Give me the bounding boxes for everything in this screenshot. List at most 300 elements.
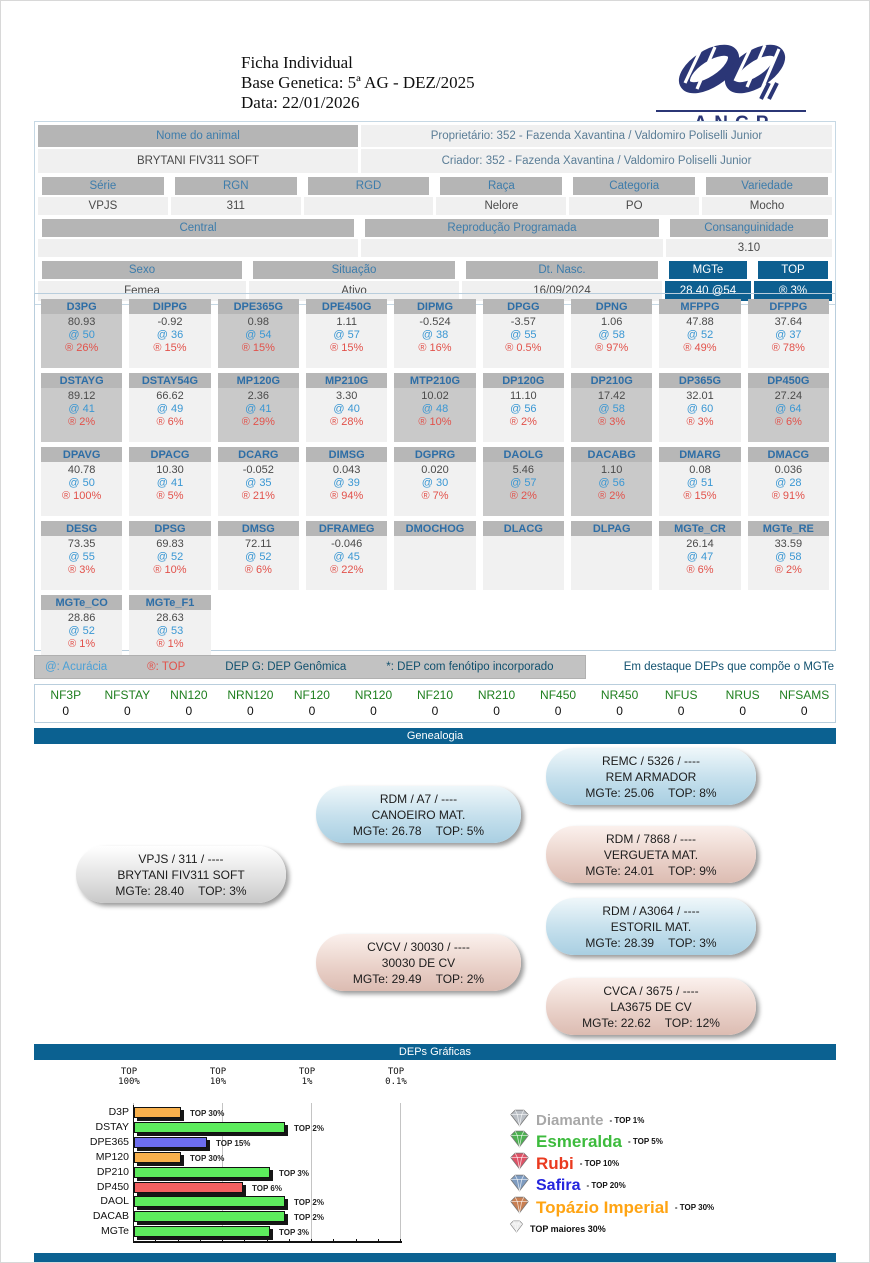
dep-value: 89.12 bbox=[67, 390, 96, 402]
dep-cell-MGTe_CR bbox=[659, 521, 740, 590]
count-NF210 bbox=[404, 688, 466, 718]
gem-icon bbox=[509, 1196, 530, 1219]
dep-cell-label: DLPAG bbox=[571, 521, 652, 536]
dep-value: 32.01 bbox=[686, 390, 714, 402]
chart-x-axis-tick bbox=[244, 1239, 245, 1243]
dep-accuracy: @ 57 bbox=[333, 329, 360, 341]
dep-cell-label: DMARG bbox=[659, 447, 740, 462]
dep-cell-DGPRG bbox=[394, 447, 475, 516]
dep-top: ® 3% bbox=[68, 564, 96, 576]
dep-cell-DESG bbox=[41, 521, 122, 590]
dep-cell-label: DMSG bbox=[218, 521, 299, 536]
dep-value: 17.42 bbox=[597, 390, 626, 402]
dep-cell-label: MP120G bbox=[218, 373, 299, 388]
reproducao-value bbox=[361, 239, 663, 257]
dep-cell-body bbox=[571, 388, 652, 442]
dep-accuracy: @ 48 bbox=[421, 403, 449, 415]
chart-bar-DP450 bbox=[134, 1182, 243, 1193]
dep-value: 27.24 bbox=[774, 390, 803, 402]
dtnasc-value: 16/09/2024 bbox=[462, 281, 662, 301]
dep-cell-MGTe_CO bbox=[41, 595, 122, 664]
dep-top: ® 22% bbox=[330, 564, 364, 576]
dep-box bbox=[34, 293, 836, 651]
reproducao-header: Reprodução Programada bbox=[365, 219, 659, 237]
counts-grid bbox=[35, 688, 835, 718]
pedigree-node-dam bbox=[316, 934, 521, 991]
pedigree-code: CVCA / 3675 / ---- bbox=[603, 983, 699, 998]
dep-cell-MTP210G bbox=[394, 373, 475, 442]
pedigree-top: TOP: 3% bbox=[198, 883, 247, 898]
chart-bar-value-DPE365: TOP 15% bbox=[216, 1138, 251, 1148]
dep-cell-MGTe_RE bbox=[748, 521, 829, 590]
dep-value: 73.35 bbox=[67, 538, 96, 550]
chart-bar-value-DAOL: TOP 2% bbox=[294, 1198, 324, 1208]
dep-accuracy: @ 52 bbox=[68, 625, 95, 637]
dep-top: ® 3% bbox=[598, 416, 626, 428]
count-value: 0 bbox=[554, 704, 562, 718]
dep-cell-DPE450G bbox=[306, 299, 387, 368]
gem-name: Diamante bbox=[536, 1112, 604, 1129]
pedigree-name: 30030 DE CV bbox=[381, 955, 456, 970]
axis-tick-prefix: TOP bbox=[298, 1067, 316, 1077]
count-value: 0 bbox=[677, 704, 685, 718]
chart-bar-value-D3P: TOP 30% bbox=[190, 1109, 225, 1118]
count-label: NR120 bbox=[354, 688, 393, 702]
dep-value: -0.524 bbox=[419, 316, 451, 328]
dep-cell-DFPPG bbox=[748, 299, 829, 368]
dep-legend-item-2: DEP G: DEP Genômica bbox=[225, 661, 347, 673]
dep-top: ® 6% bbox=[686, 564, 714, 576]
dep-value: 0.08 bbox=[689, 464, 711, 476]
dep-cell-label: DP210G bbox=[571, 373, 652, 388]
dep-cell-MFPPG bbox=[659, 299, 740, 368]
dep-cell-DP365G bbox=[659, 373, 740, 442]
doc-header bbox=[1, 45, 869, 117]
dep-cell-label: DFRAMEG bbox=[306, 521, 387, 536]
pedigree-node-pgs bbox=[546, 748, 756, 805]
dep-cell-DPNG bbox=[571, 299, 652, 368]
dep-cell-label: MGTe_F1 bbox=[129, 595, 210, 610]
count-NR210 bbox=[466, 688, 528, 718]
chart-bar-label-DSTAY: DSTAY bbox=[95, 1120, 129, 1133]
dep-cell-body bbox=[748, 314, 829, 368]
pedigree-code: RDM / A3064 / ---- bbox=[602, 903, 700, 918]
pedigree-stats bbox=[316, 971, 521, 987]
dep-accuracy: @ 58 bbox=[598, 403, 625, 415]
dep-cell-label: DACABG bbox=[571, 447, 652, 462]
dep-top: ® 16% bbox=[418, 342, 452, 354]
axis-tick-prefix: TOP bbox=[387, 1067, 405, 1077]
dep-value: -3.57 bbox=[510, 316, 536, 328]
chart-bar-DAOL bbox=[134, 1196, 285, 1207]
mgte-header: MGTe bbox=[669, 261, 747, 279]
situacao-value: Ativo bbox=[249, 281, 459, 301]
dep-legend bbox=[34, 655, 836, 679]
dep-cell-DIPPG bbox=[129, 299, 210, 368]
legend-gem-top-maiores-30- bbox=[509, 1220, 606, 1238]
dep-cell-DPACG bbox=[129, 447, 210, 516]
chart-bar-DP210 bbox=[134, 1167, 270, 1178]
dep-accuracy: @ 54 bbox=[245, 329, 272, 341]
dep-accuracy: @ 30 bbox=[421, 477, 449, 489]
counts-table bbox=[34, 684, 836, 723]
dep-top: ® 6% bbox=[244, 564, 272, 576]
dep-cell-body bbox=[129, 314, 210, 368]
dep-top: ® 0.5% bbox=[505, 342, 542, 354]
dep-value: 0.036 bbox=[774, 464, 803, 476]
pedigree-node-animal bbox=[76, 846, 286, 903]
gem-name: TOP maiores 30% bbox=[530, 1224, 606, 1234]
dep-value: -0.052 bbox=[242, 464, 274, 476]
gem-top-label: - TOP 1% bbox=[609, 1116, 645, 1125]
dep-value: 28.86 bbox=[67, 612, 96, 624]
pedigree-stats bbox=[546, 935, 756, 951]
dep-cell-label: DIPMG bbox=[394, 299, 475, 314]
dep-cell-DMOCHOG bbox=[394, 521, 475, 590]
gem-name: Topázio Imperial bbox=[536, 1197, 669, 1217]
chart-bar-label-DPE365: DPE365 bbox=[89, 1135, 129, 1148]
axis-tick-value: 100% bbox=[118, 1077, 140, 1087]
dep-accuracy: @ 55 bbox=[510, 329, 537, 341]
dep-cell-body bbox=[218, 388, 299, 442]
chart-x-axis-tick bbox=[155, 1239, 156, 1243]
legend-gem-safira bbox=[509, 1174, 626, 1197]
count-NR120 bbox=[343, 688, 405, 718]
pedigree-top: TOP: 2% bbox=[435, 971, 485, 986]
central-header: Central bbox=[42, 219, 354, 237]
dep-accuracy: @ 35 bbox=[245, 477, 272, 489]
serie-header: Série bbox=[42, 177, 164, 195]
dep-cell-body bbox=[659, 388, 740, 442]
pedigree-top: TOP: 9% bbox=[668, 863, 717, 878]
count-label: NF450 bbox=[540, 688, 577, 702]
gem-top-label: - TOP 30% bbox=[674, 1203, 715, 1212]
dep-cell-DMARG bbox=[659, 447, 740, 516]
legend-gem-top-zio-imperial bbox=[509, 1196, 714, 1219]
chart-bar-MGTe bbox=[134, 1226, 270, 1237]
dep-cell-DPGG bbox=[483, 299, 564, 368]
dep-cell-DPSG bbox=[129, 521, 210, 590]
rgn-value: 311 bbox=[171, 197, 301, 215]
dep-cell-label: MP210G bbox=[306, 373, 387, 388]
pedigree-stats bbox=[546, 785, 756, 801]
pedigree-code: RDM / A7 / ---- bbox=[379, 791, 458, 806]
chart-bar-DSTAY bbox=[134, 1122, 285, 1133]
pedigree-mgte: MGTe: 25.06 bbox=[585, 785, 655, 800]
pedigree-name: CANOEIRO MAT. bbox=[371, 807, 466, 822]
dep-cell-label: DPE365G bbox=[218, 299, 299, 314]
dep-cell-body bbox=[394, 462, 475, 516]
dep-cell-label: DPACG bbox=[129, 447, 210, 462]
dep-cell-DCARG bbox=[218, 447, 299, 516]
dep-cell-body bbox=[41, 462, 122, 516]
pedigree-name: VERGUETA MAT. bbox=[603, 847, 699, 862]
count-NF450 bbox=[527, 688, 589, 718]
dep-value: 40.78 bbox=[67, 464, 96, 476]
dep-cell-body bbox=[571, 462, 652, 516]
dep-cell-body bbox=[394, 536, 475, 590]
count-value: 0 bbox=[616, 704, 623, 718]
dep-cell-label: DAOLG bbox=[483, 447, 564, 462]
legend-gem-esmeralda bbox=[509, 1130, 663, 1153]
chart-bar-label-DAOL: DAOL bbox=[100, 1195, 129, 1208]
pedigree-name: BRYTANI FIV311 SOFT bbox=[117, 867, 245, 882]
pedigree-node-mgd bbox=[546, 978, 756, 1035]
chart-bar-MP120 bbox=[134, 1152, 181, 1163]
pedigree-stats bbox=[546, 1015, 756, 1031]
dep-value: 80.93 bbox=[67, 316, 96, 328]
pedigree-name: ESTORIL MAT. bbox=[610, 919, 692, 934]
count-NF120 bbox=[281, 688, 343, 718]
dep-cell-body bbox=[483, 536, 564, 590]
axis-tick-label-100% bbox=[99, 1067, 159, 1087]
dep-value: -0.046 bbox=[331, 538, 363, 550]
count-label: NR450 bbox=[600, 688, 639, 702]
top-header: TOP bbox=[758, 261, 828, 279]
count-NR450 bbox=[589, 688, 651, 718]
dtnasc-header: Dt. Nasc. bbox=[466, 261, 658, 279]
sexo-value: Femea bbox=[38, 281, 246, 301]
gem-icon bbox=[509, 1220, 524, 1238]
gem-name: Safira bbox=[536, 1176, 581, 1194]
doc-title: Ficha Individual bbox=[241, 53, 353, 72]
categoria-header: Categoria bbox=[573, 177, 695, 195]
dep-cell-body bbox=[483, 462, 564, 516]
dep-accuracy: @ 52 bbox=[156, 551, 184, 563]
dep-accuracy: @ 58 bbox=[598, 329, 625, 341]
pedigree-top: TOP: 5% bbox=[435, 823, 485, 838]
dep-accuracy: @ 47 bbox=[686, 551, 714, 563]
dep-accuracy: @ 41 bbox=[68, 403, 95, 415]
dep-top: ® 2% bbox=[774, 564, 802, 576]
pedigree-mgte: MGTe: 29.49 bbox=[352, 971, 422, 986]
rgd-value bbox=[304, 197, 434, 215]
doc-title-block bbox=[241, 53, 475, 113]
dep-cell-label: DMACG bbox=[748, 447, 829, 462]
dep-cell-DMACG bbox=[748, 447, 829, 516]
dep-cell-DPE365G bbox=[218, 299, 299, 368]
dep-cell-label: DMOCHOG bbox=[394, 521, 475, 536]
count-NF3P bbox=[35, 688, 97, 718]
axis-tick-value: 10% bbox=[209, 1077, 227, 1087]
dep-top: ® 2% bbox=[68, 416, 96, 428]
dep-top: ® 1% bbox=[68, 638, 96, 650]
pedigree-node-pgd bbox=[546, 826, 756, 883]
dep-cell-DPAVG bbox=[41, 447, 122, 516]
dep-cell-DFRAMEG bbox=[306, 521, 387, 590]
dep-cell-label: DSTAYG bbox=[41, 373, 122, 388]
criador-value: Criador: 352 - Fazenda Xavantina / Valdomiro Poliselli Junior bbox=[361, 149, 832, 173]
dep-value: 2.36 bbox=[247, 390, 270, 402]
dep-accuracy: @ 52 bbox=[245, 551, 272, 563]
dep-cell-MGTe_F1 bbox=[129, 595, 210, 664]
ancp-logo-icon bbox=[657, 41, 805, 103]
chart-bar-value-MP120: TOP 30% bbox=[190, 1153, 225, 1163]
dep-accuracy: @ 51 bbox=[686, 477, 714, 489]
dep-cell-body bbox=[129, 536, 210, 590]
dep-cell-MP210G bbox=[306, 373, 387, 442]
dep-cell-body bbox=[571, 536, 652, 590]
dep-value: 1.10 bbox=[600, 464, 623, 476]
chart-bar-label-DP450: DP450 bbox=[96, 1180, 129, 1193]
dep-cell-label: MGTe_CR bbox=[659, 521, 740, 536]
dep-top: ® 2% bbox=[509, 490, 537, 502]
dep-accuracy: @ 41 bbox=[245, 403, 272, 415]
dep-accuracy: @ 37 bbox=[775, 329, 802, 341]
dep-top: ® 10% bbox=[153, 564, 187, 576]
chart-bar-value-DSTAY: TOP 2% bbox=[294, 1123, 324, 1133]
count-value: 0 bbox=[800, 704, 808, 718]
dep-cell-body bbox=[306, 314, 387, 368]
dep-cell-body bbox=[659, 462, 740, 516]
dep-top: ® 2% bbox=[509, 416, 537, 428]
chart-x-axis-tick bbox=[333, 1239, 334, 1243]
dep-cell-body bbox=[306, 536, 387, 590]
pedigree-top: TOP: 8% bbox=[668, 785, 717, 800]
dep-top: ® 94% bbox=[330, 490, 364, 502]
raca-value: Nelore bbox=[436, 197, 566, 215]
dep-cell-label: DFPPG bbox=[748, 299, 829, 314]
dep-top: ® 91% bbox=[771, 490, 805, 502]
count-value: 0 bbox=[185, 704, 193, 718]
dep-legend-note: Em destaque DEPs que compõe o MGTe bbox=[623, 661, 834, 673]
dep-cell-label: MGTe_CO bbox=[41, 595, 122, 610]
dep-top: ® 29% bbox=[241, 416, 275, 428]
count-NFUS bbox=[650, 688, 712, 718]
chart-x-axis-tick bbox=[311, 1239, 312, 1243]
chart-bar-DACAB bbox=[134, 1211, 285, 1222]
dep-cell-label: DP365G bbox=[659, 373, 740, 388]
dep-cell-label: DPAVG bbox=[41, 447, 122, 462]
dep-cell-DP120G bbox=[483, 373, 564, 442]
dep-cell-body bbox=[41, 314, 122, 368]
dep-top: ® 1% bbox=[156, 638, 184, 650]
count-label: NF120 bbox=[293, 688, 330, 702]
dep-top: ® 7% bbox=[421, 490, 449, 502]
dep-top: ® 49% bbox=[683, 342, 717, 354]
nome-do-animal-header: Nome do animal bbox=[38, 125, 358, 147]
pedigree-mgte: MGTe: 24.01 bbox=[585, 863, 655, 878]
pedigree-code: RDM / 7868 / ---- bbox=[605, 831, 696, 846]
pedigree-name: REM ARMADOR bbox=[605, 769, 697, 784]
section-bar-genealogia: Genealogia bbox=[34, 728, 836, 744]
axis-tick-prefix: TOP bbox=[120, 1067, 138, 1077]
chart-x-axis-tick bbox=[178, 1239, 179, 1243]
dep-accuracy: @ 39 bbox=[333, 477, 360, 489]
dep-cell-MP120G bbox=[218, 373, 299, 442]
dep-value: 10.30 bbox=[156, 464, 184, 476]
dep-cell-DIMSG bbox=[306, 447, 387, 516]
dep-cell-body bbox=[659, 314, 740, 368]
dep-top: ® 28% bbox=[330, 416, 364, 428]
dep-value: 72.11 bbox=[244, 538, 272, 550]
doc-base-genetica: Base Genetica: 5ª AG - DEZ/2025 bbox=[241, 73, 475, 92]
chart-bar-DPE365 bbox=[134, 1137, 207, 1148]
axis-tick-label-0.1% bbox=[366, 1067, 426, 1087]
dep-cell-body bbox=[748, 536, 829, 590]
chart-x-axis-tick bbox=[378, 1239, 379, 1243]
dep-value: 47.88 bbox=[686, 316, 714, 328]
dep-cell-label: DPSG bbox=[129, 521, 210, 536]
dep-value: 37.64 bbox=[774, 316, 803, 328]
dep-cell-DP450G bbox=[748, 373, 829, 442]
nome-do-animal-value: BRYTANI FIV311 SOFT bbox=[38, 149, 358, 173]
dep-legend-band bbox=[34, 655, 586, 679]
dep-cell-body bbox=[218, 536, 299, 590]
dep-value: 26.14 bbox=[686, 538, 714, 550]
dep-cell-DAOLG bbox=[483, 447, 564, 516]
axis-tick-value: 0.1% bbox=[385, 1077, 407, 1087]
chart-bar-value-DP450: TOP 6% bbox=[252, 1183, 282, 1193]
dep-accuracy: @ 52 bbox=[686, 329, 714, 341]
variedade-value: Mocho bbox=[702, 197, 832, 215]
central-value bbox=[38, 239, 358, 257]
count-label: NN120 bbox=[170, 688, 208, 702]
chart-gridline bbox=[400, 1103, 401, 1243]
dep-cell-body bbox=[41, 388, 122, 442]
gem-icon bbox=[509, 1152, 530, 1175]
chart-bar-value-DACAB: TOP 2% bbox=[294, 1213, 324, 1223]
dep-cell-body bbox=[218, 314, 299, 368]
dep-accuracy: @ 55 bbox=[68, 551, 95, 563]
count-value: 0 bbox=[62, 704, 70, 718]
dep-value: 3.30 bbox=[335, 390, 358, 402]
raca-header: Raça bbox=[440, 177, 562, 195]
count-label: NFSTAY bbox=[104, 688, 151, 702]
gem-top-label: - TOP 20% bbox=[586, 1181, 626, 1190]
dep-cell-body bbox=[394, 314, 475, 368]
count-NRUS bbox=[712, 688, 774, 718]
dep-value: 69.83 bbox=[156, 538, 184, 550]
chart-x-axis-tick bbox=[356, 1239, 357, 1243]
pedigree-stats bbox=[316, 823, 521, 839]
dep-cell-body bbox=[306, 388, 387, 442]
dep-top: ® 15% bbox=[683, 490, 717, 502]
dep-value: 66.62 bbox=[156, 390, 184, 402]
dep-top: ® 10% bbox=[418, 416, 452, 428]
dep-value: 0.043 bbox=[332, 464, 361, 476]
dep-top: ® 6% bbox=[156, 416, 184, 428]
pedigree-top: TOP: 12% bbox=[664, 1015, 720, 1030]
dep-accuracy: @ 36 bbox=[156, 329, 184, 341]
pedigree-code: CVCV / 30030 / ---- bbox=[367, 939, 470, 954]
chart-x-axis-tick bbox=[133, 1239, 134, 1243]
dep-cell-body bbox=[659, 536, 740, 590]
count-NFSAMS bbox=[773, 688, 835, 718]
chart-x-axis-tick bbox=[400, 1239, 401, 1243]
dep-accuracy: @ 40 bbox=[333, 403, 360, 415]
count-value: 0 bbox=[123, 704, 131, 718]
dep-cell-label: DLACG bbox=[483, 521, 564, 536]
dep-accuracy: @ 64 bbox=[775, 403, 802, 415]
count-label: NRUS bbox=[725, 688, 760, 702]
dep-accuracy: @ 49 bbox=[156, 403, 184, 415]
dep-cell-label: DPGG bbox=[483, 299, 564, 314]
dep-top: ® 15% bbox=[153, 342, 187, 354]
count-label: NR210 bbox=[477, 688, 516, 702]
dep-cell-body bbox=[748, 388, 829, 442]
chart-x-axis-tick bbox=[200, 1239, 201, 1243]
gem-name: Rubi bbox=[536, 1153, 574, 1173]
dep-cell-DMSG bbox=[218, 521, 299, 590]
chart-x-axis-tick bbox=[222, 1239, 223, 1243]
dep-value: 33.59 bbox=[774, 538, 803, 550]
count-label: NFSAMS bbox=[779, 688, 830, 702]
sexo-header: Sexo bbox=[42, 261, 242, 279]
rgd-header: RGD bbox=[308, 177, 430, 195]
count-NN120 bbox=[158, 688, 220, 718]
animal-info-table bbox=[34, 121, 836, 305]
